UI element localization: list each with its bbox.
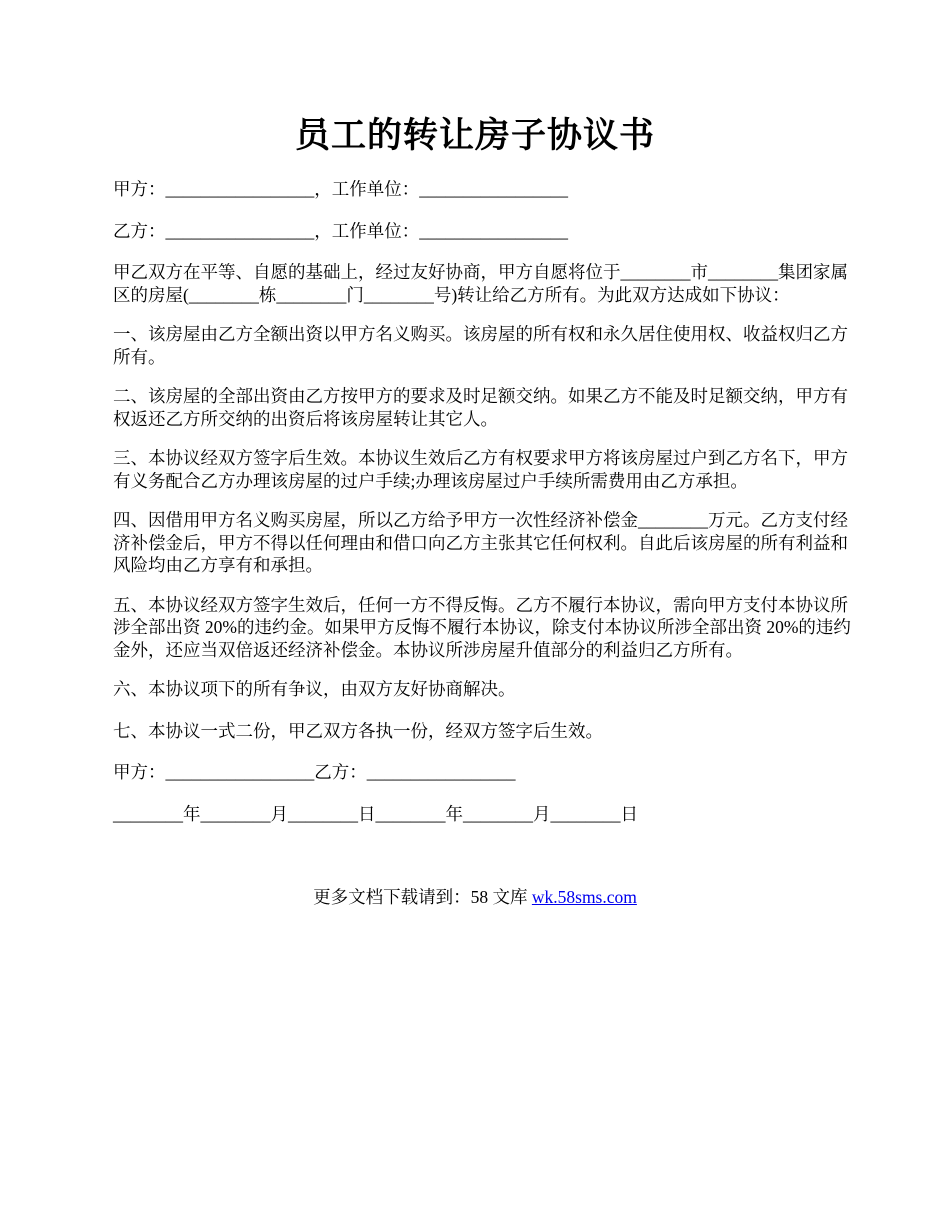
clause-7: 七、本协议一式二份，甲乙双方各执一份，经双方签字后生效。 xyxy=(113,720,603,741)
document-body xyxy=(113,178,853,842)
intro-paragraph: 甲乙双方在平等、自愿的基础上，经过友好协商，甲方自愿将位于________市________集团家属区的房屋(________栋________门________号)转让给乙方所有。为此双方达成如下协议： xyxy=(113,262,848,305)
party-b-line: 乙方：_________________，工作单位：_________________ xyxy=(113,220,568,241)
clause-3: 三、本协议经双方签字后生效。本协议生效后乙方有权要求甲方将该房屋过户到乙方名下，甲方有义务配合乙方办理该房屋的过户手续;办理该房屋过户手续所需费用由乙方承担。 xyxy=(113,448,848,491)
clause-6: 六、本协议项下的所有争议，由双方友好协商解决。 xyxy=(113,679,516,699)
signature-line: 甲方：_________________乙方：_________________ xyxy=(113,762,516,782)
document-title: 员工的转让房子协议书 xyxy=(294,116,655,155)
date-line: ________年________月________日________年________月________日 xyxy=(113,803,638,824)
clause-4: 四、因借用甲方名义购买房屋，所以乙方给予甲方一次性经济补偿金________万元。乙方支付经济补偿金后，甲方不得以任何理由和借口向乙方主张其它任何权利。自此后该房屋的所有利益和风险均由乙方享有和承担。 xyxy=(113,510,848,575)
footer-text: 更多文档下载请到：58 文库 xyxy=(313,887,532,907)
clause-2: 二、该房屋的全部出资由乙方按甲方的要求及时足额交纳。如果乙方不能及时足额交纳，甲方有权返还乙方所交纳的出资后将该房屋转让其它人。 xyxy=(113,386,848,429)
clause-1: 一、该房屋由乙方全额出资以甲方名义购买。该房屋的所有权和永久居住使用权、收益权归乙方所有。 xyxy=(113,324,848,367)
footer xyxy=(0,885,950,909)
party-a-line: 甲方：_________________，工作单位：_________________ xyxy=(113,179,568,199)
clause-5: 五、本协议经双方签字生效后，任何一方不得反悔。乙方不履行本协议，需向甲方支付本协议所涉全部出资 20%的违约金。如果甲方反悔不履行本协议，除支付本协议所涉全部出资 20%的违约金外，还应当双倍返还经济补偿金。本协议所涉房屋升值部分的利益归乙方所有。 xyxy=(113,594,851,660)
footer-link[interactable]: wk.58sms.com xyxy=(531,887,637,907)
